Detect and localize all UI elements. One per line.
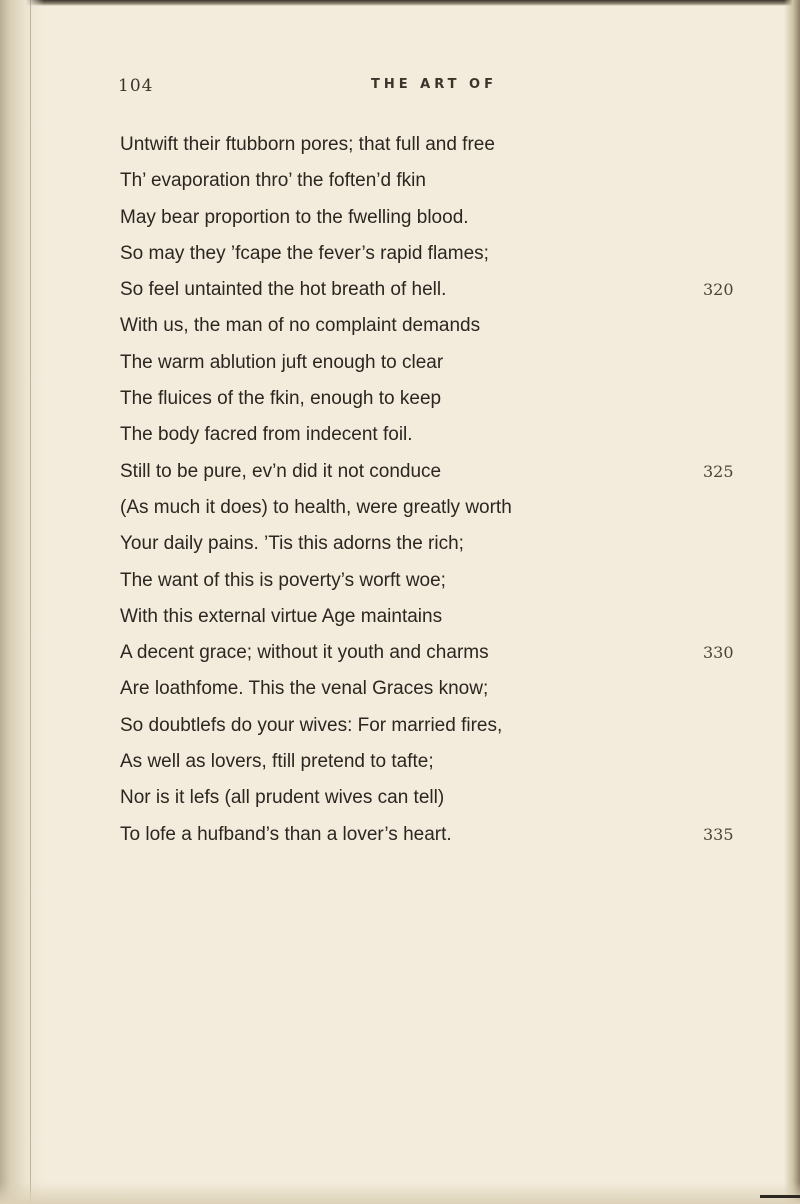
verse-line	[120, 490, 720, 526]
verse-text: The fluices of the fkin, enough to keep	[120, 388, 442, 410]
verse-line	[120, 671, 720, 707]
verse-text: The want of this is poverty’s worft woe;	[120, 569, 446, 591]
verse-text: (As much it does) to health, were greatly worth	[120, 496, 512, 518]
scan-bottom-rule	[760, 1195, 800, 1198]
line-number: 320	[703, 280, 734, 300]
verse-line	[120, 526, 720, 562]
page-header	[118, 76, 678, 102]
line-number: 325	[703, 461, 734, 481]
verse-line	[120, 163, 720, 199]
verse-line	[120, 417, 720, 453]
verse-text: May bear proportion to the fwelling blood.	[120, 206, 469, 228]
scan-top-edge	[0, 0, 800, 6]
verse-line	[120, 345, 720, 381]
verse-text: The body facred from indecent foil.	[120, 424, 413, 446]
page-number: 104	[118, 76, 154, 96]
verse-text: To lofe a hufband’s than a lover’s heart.	[120, 823, 452, 845]
verse-line	[120, 708, 720, 744]
verse-line	[120, 563, 720, 599]
verse-text: Your daily pains. ’Tis this adorns the rich;	[120, 533, 464, 555]
scan-bottom-edge	[0, 1182, 800, 1204]
verse-text: Still to be pure, ev’n did it not conduce	[120, 460, 442, 482]
line-number: 335	[703, 824, 734, 844]
verse-text: Nor is it lefs (all prudent wives can tell)	[120, 787, 445, 809]
verse-line	[120, 127, 720, 163]
verse-line	[120, 272, 734, 308]
poem-body	[120, 127, 734, 853]
verse-text: Th’ evaporation thro’ the foften’d fkin	[120, 170, 426, 192]
binding-shadow	[0, 0, 44, 1204]
running-head: THE ART OF	[371, 77, 497, 92]
verse-line	[120, 381, 720, 417]
verse-line	[120, 599, 720, 635]
verse-text: Untwift their ftubborn pores; that full and free	[120, 134, 495, 155]
verse-line	[120, 780, 720, 816]
verse-text: So feel untainted the hot breath of hell.	[120, 279, 447, 301]
verse-text: The warm ablution juft enough to clear	[120, 351, 444, 373]
verse-text: With us, the man of no complaint demands	[120, 315, 481, 337]
verse-text: With this external virtue Age maintains	[120, 605, 443, 627]
verse-text: So doubtlefs do your wives: For married fires,	[120, 714, 503, 736]
binding-rule	[30, 0, 31, 1204]
verse-text: So may they ’fcape the fever’s rapid flames;	[120, 242, 489, 264]
line-number: 330	[703, 643, 734, 663]
verse-line	[120, 200, 720, 236]
verse-text: A decent grace; without it youth and charms	[120, 642, 489, 664]
verse-line	[120, 744, 720, 780]
verse-line	[120, 236, 720, 272]
verse-text: Are loathfome. This the venal Graces know;	[120, 678, 489, 700]
verse-line	[120, 454, 734, 490]
verse-line	[120, 817, 734, 853]
scan-right-edge	[784, 0, 800, 1204]
verse-line	[120, 635, 734, 671]
verse-line	[120, 308, 720, 344]
verse-text: As well as lovers, ftill pretend to tafte;	[120, 751, 434, 773]
